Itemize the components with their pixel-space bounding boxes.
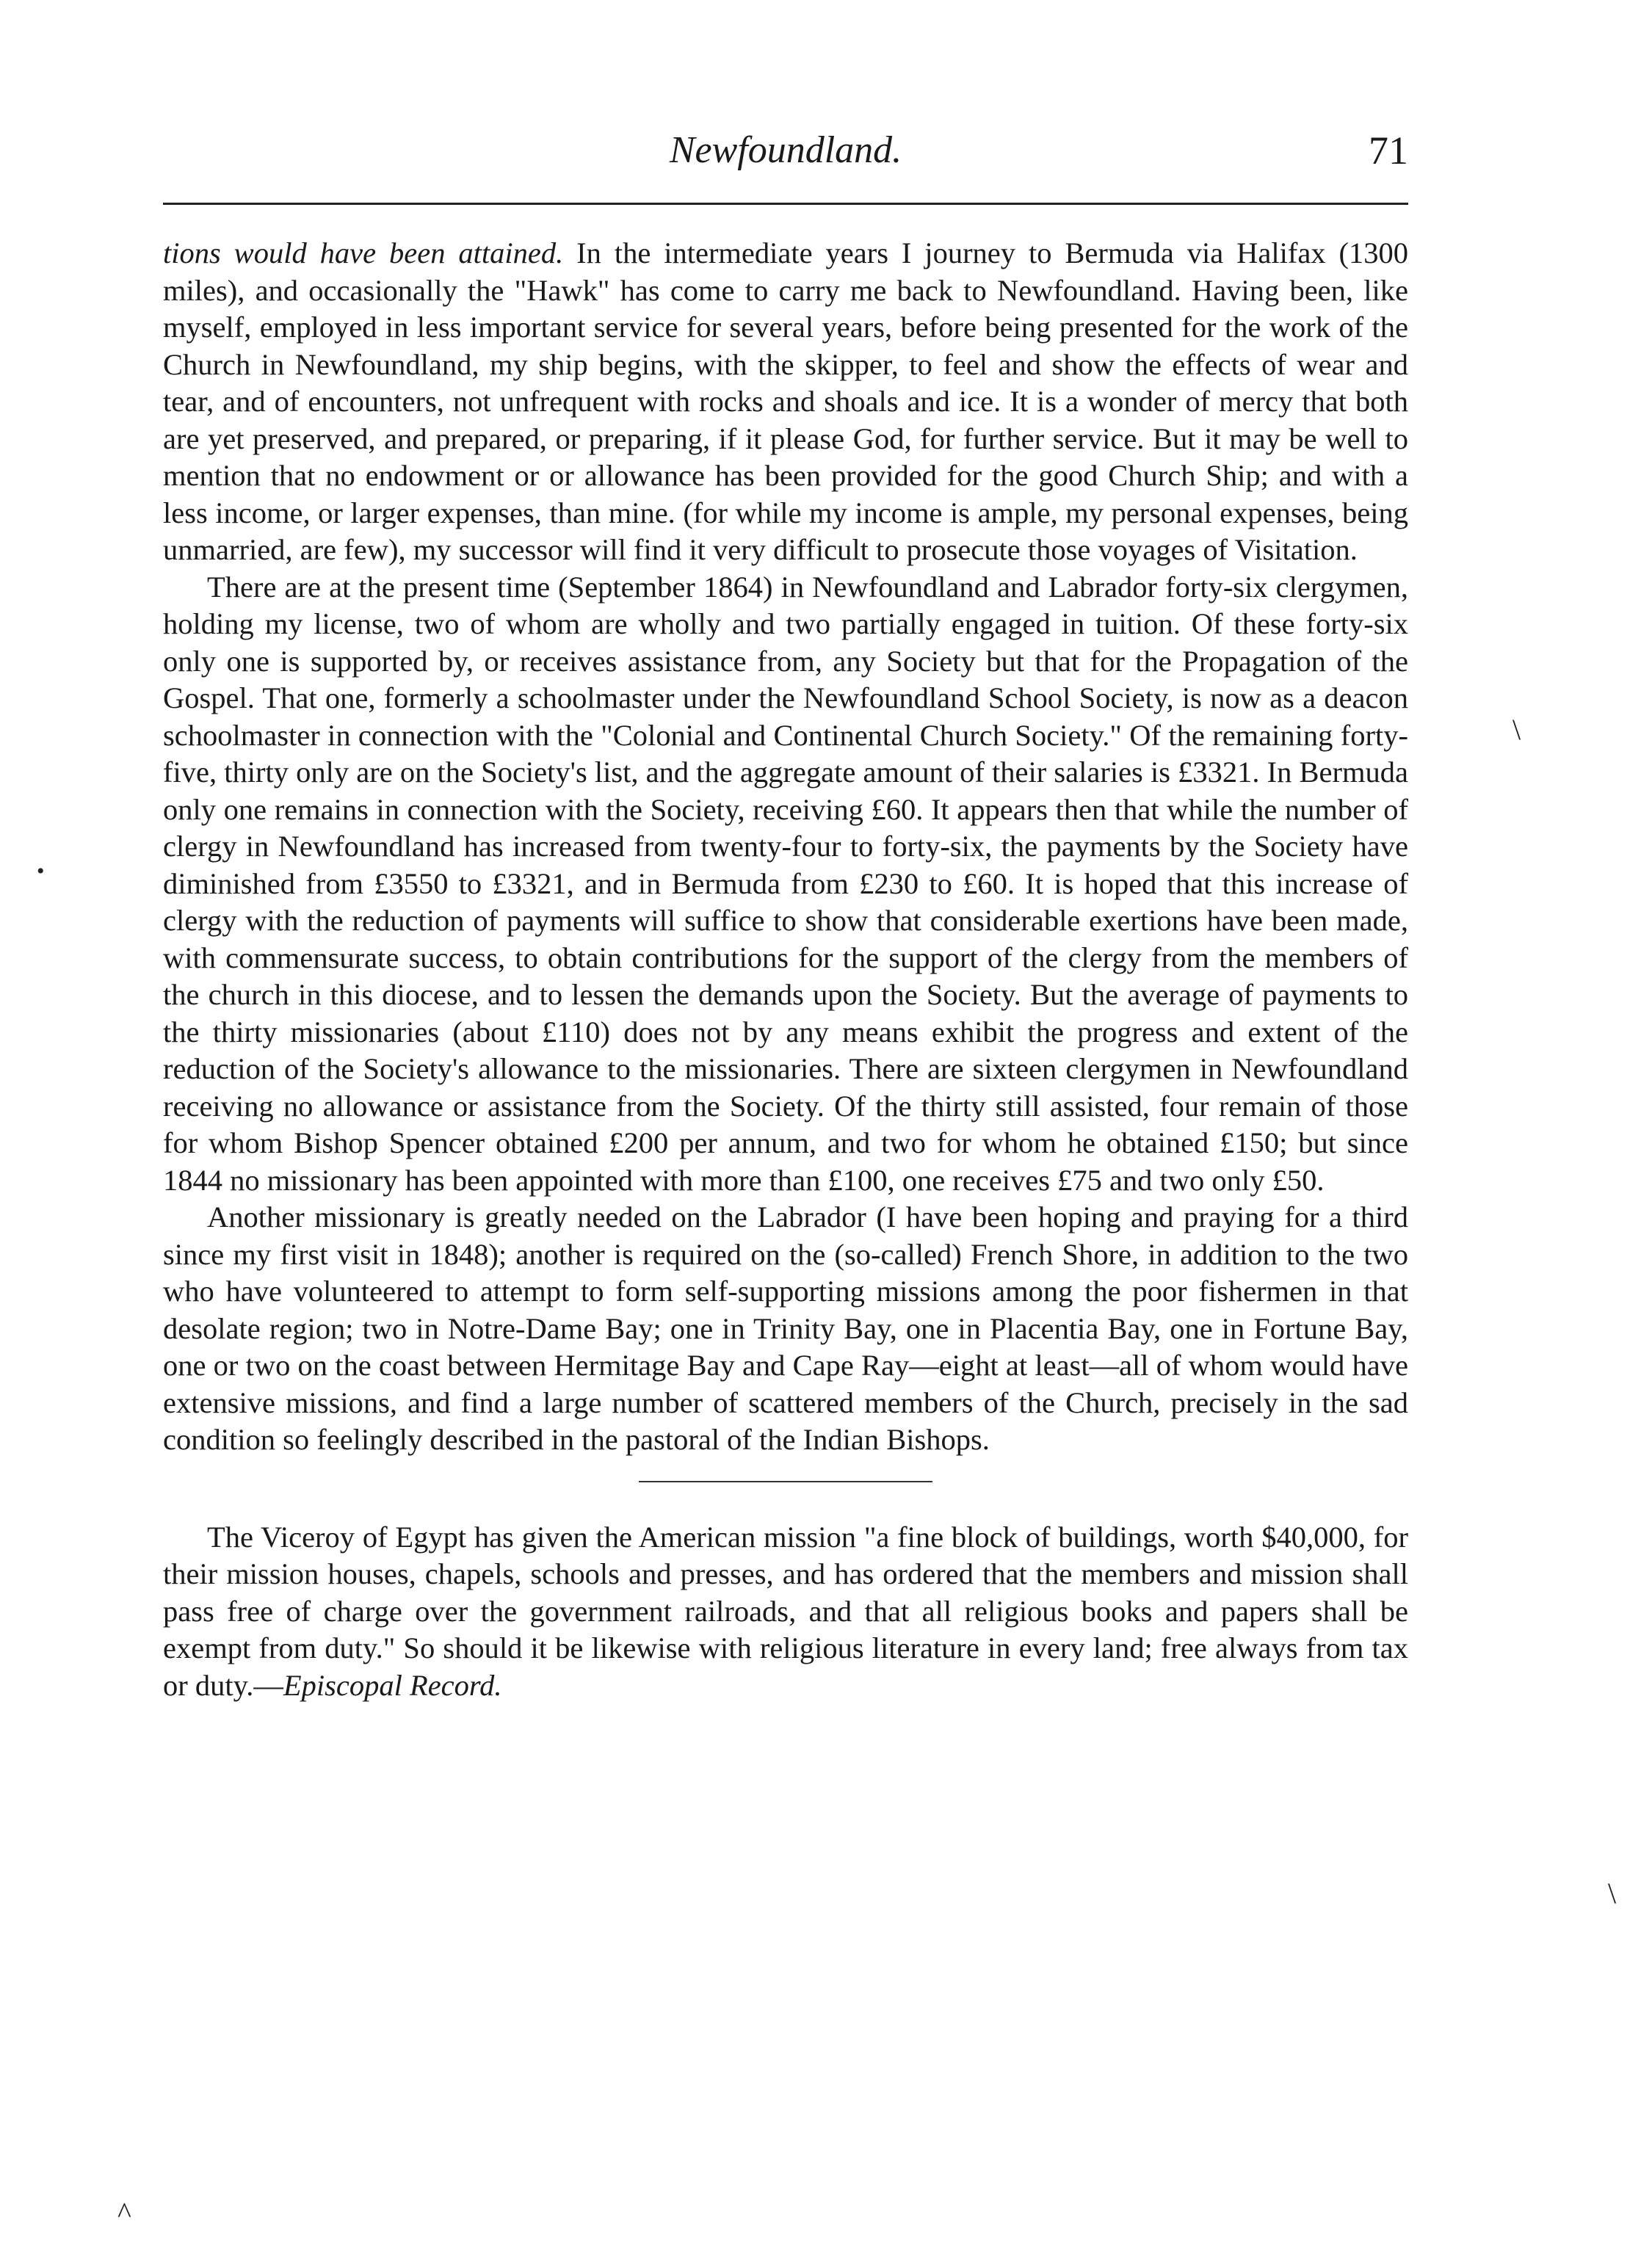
news-note [163, 1519, 1408, 1705]
section-divider [639, 1481, 932, 1482]
continuation-lead: tions would have been attained. [163, 236, 564, 269]
margin-mark: ^ [117, 2196, 131, 2229]
page-number: 71 [1369, 128, 1408, 173]
page-title: Newfoundland. [669, 129, 902, 171]
margin-mark: \ [1512, 713, 1521, 746]
margin-mark: \ [1608, 1877, 1617, 1910]
header-rule [163, 203, 1408, 205]
news-note-text: The Viceroy of Egypt has given the American mission "a fine block of buildings, worth $40,000, for their mission houses, chapels, schools and presses, and has ordered that the members and mission shall pass free of charge over the government railroads, and that all religious books and papers shall be exempt from duty." So should it be likewise with religious literature in every land; free always from tax or duty.— [163, 1520, 1408, 1702]
news-note-source: Episcopal Record. [283, 1668, 502, 1702]
body-text [163, 235, 1408, 1704]
continuation-text: In the intermediate years I journey to Bermuda via Halifax (1300 miles), and occasionally the "Hawk" has come to carry me back to Newfoundland. Having been, like myself, employed in less important service for several years, before being presented for the work of the Church in Newfoundland, my ship begins, with the skipper, to feel and show the effects of wear and tear, and of encounters, not unfrequent with rocks and shoals and ice. It is a wonder of mercy that both are yet preserved, and prepared, or preparing, if it please God, for further service. But it may be well to mention that no endowment or or allowance has been provided for the good Church Ship; and with a less income, or larger expenses, than mine. (for while my income is ample, my personal expenses, being unmarried, are few), my successor will find it very difficult to prosecute those voyages of Visitation. [163, 236, 1408, 566]
paragraph-missionary-needs: Another missionary is greatly needed on the Labrador (I have been hoping and praying for a third since my first visit in 1848); another is required on the (so-called) French Shore, in addition to the two who have volunteered to attempt to form self-supporting missions among the poor fishermen in that desolate region; two in Notre-Dame Bay; one in Trinity Bay, one in Placentia Bay, one in Fortune Bay, one or two on the coast between Hermitage Bay and Cape Ray—eight at least—all of whom would have extensive missions, and find a large number of scattered members of the Church, precisely in the sad condition so feelingly described in the pastoral of the Indian Bishops. [163, 1200, 1408, 1456]
running-head [163, 125, 1408, 176]
margin-dot: • [37, 859, 45, 883]
continued-paragraph [163, 235, 1408, 569]
paragraph-clergy-statistics: There are at the present time (September 1864) in Newfoundland and Labrador forty-six clergymen, holding my license, two of whom are wholly and two partially engaged in tuition. Of these forty-six only one is supported by, or receives assistance from, any Society but that for the Propagation of the Gospel. That one, formerly a schoolmaster under the Newfoundland School Society, is now as a deacon schoolmaster in connection with the "Colonial and Continental Church Society." Of the remaining forty-five, thirty only are on the Society's list, and the aggregate amount of their salaries is £3321. In Bermuda only one remains in connection with the Society, receiving £60. It appears then that while the number of clergy in Newfoundland has increased from twenty-four to forty-six, the payments by the Society have diminished from £3550 to £3321, and in Bermuda from £230 to £60. It is hoped that this increase of clergy with the reduction of payments will suffice to show that considerable exertions have been made, with commensurate success, to obtain contributions for the support of the clergy from the members of the church in this diocese, and to lessen the demands upon the Society. But the average of payments to the thirty missionaries (about £110) does not by any means exhibit the progress and extent of the reduction of the Society's allowance to the missionaries. There are sixteen clergymen in Newfoundland receiving no allowance or assistance from the Society. Of the thirty still assisted, four remain of those for whom Bishop Spencer obtained £200 per annum, and two for whom he obtained £150; but since 1844 no missionary has been appointed with more than £100, one receives £75 and two only £50. [163, 570, 1408, 1197]
